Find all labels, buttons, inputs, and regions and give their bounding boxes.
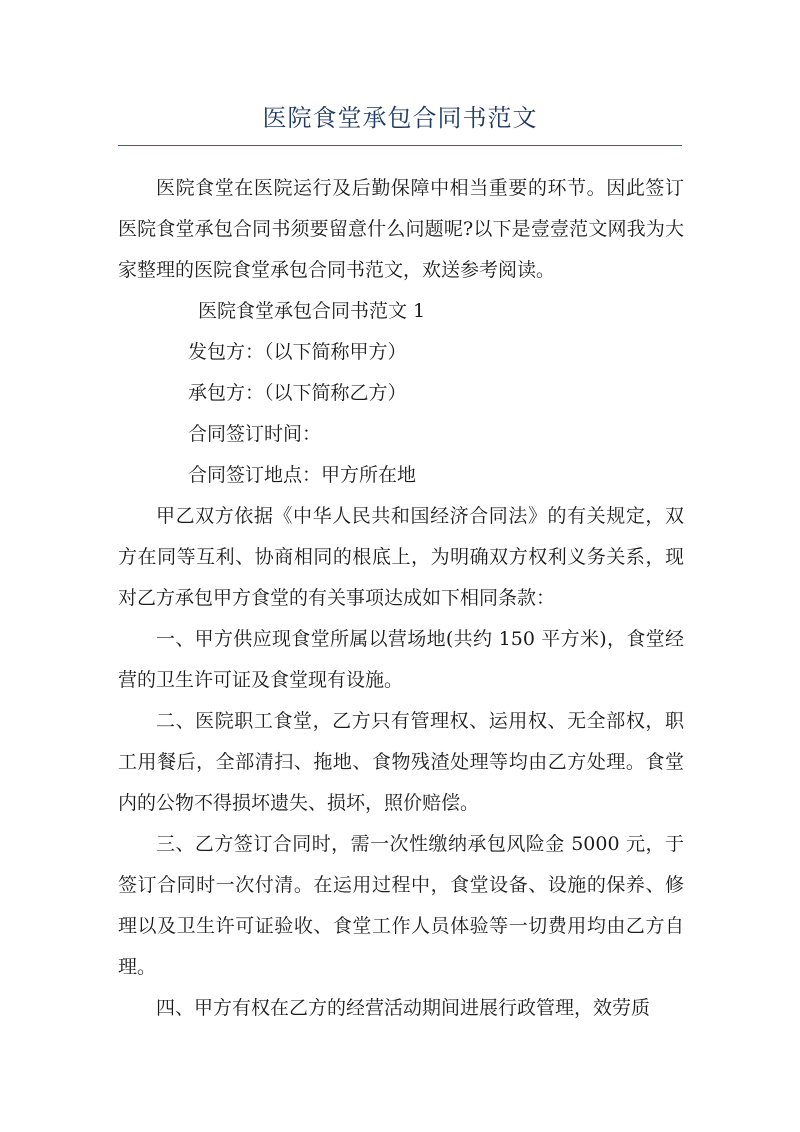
title-divider <box>118 145 682 146</box>
party-b-line: 承包方：（以下简称乙方） <box>188 382 407 404</box>
preamble-paragraph: 甲乙双方依据《中华人民共和国经济合同法》的有关规定，双方在同等互利、协商相同的根底上，为明确双方权利义务关系，现对乙方承包甲方食堂的有关事项达成如下相同条款： <box>118 505 684 609</box>
sign-place-line: 合同签订地点：甲方所在地 <box>188 464 417 486</box>
document-body <box>118 168 684 1029</box>
clause-1: 一、甲方供应现食堂所属以营场地(共约 150 平方米)，食堂经营的卫生许可证及食堂现有设施。 <box>118 628 684 691</box>
intro-paragraph: 医院食堂在医院运行及后勤保障中相当重要的环节。因此签订医院食堂承包合同书须要留意什么问题呢?以下是壹壹范文网我为大家整理的医院食堂承包合同书范文，欢送参考阅读。 <box>118 177 684 281</box>
clause-2: 二、医院职工食堂，乙方只有管理权、运用权、无全部权，职工用餐后，全部清扫、拖地、食物残渣处理等均由乙方处理。食堂内的公物不得损坏遗失、损坏，照价赔偿。 <box>118 710 684 814</box>
document-title: 医院食堂承包合同书范文 <box>262 104 538 132</box>
contract-subheading: 医院食堂承包合同书范文 1 <box>198 300 426 322</box>
clause-3: 三、乙方签订合同时，需一次性缴纳承包风险金 5000 元，于签订合同时一次付清。在运用过程中，食堂设备、设施的保养、修理以及卫生许可证验收、食堂工作人员体验等一切费用均由乙方自理。 <box>118 833 684 978</box>
party-a-line: 发包方：（以下简称甲方） <box>188 341 407 363</box>
clause-4: 四、甲方有权在乙方的经营活动期间进展行政管理，效劳质 <box>156 997 651 1019</box>
sign-time-line: 合同签订时间： <box>188 423 322 445</box>
